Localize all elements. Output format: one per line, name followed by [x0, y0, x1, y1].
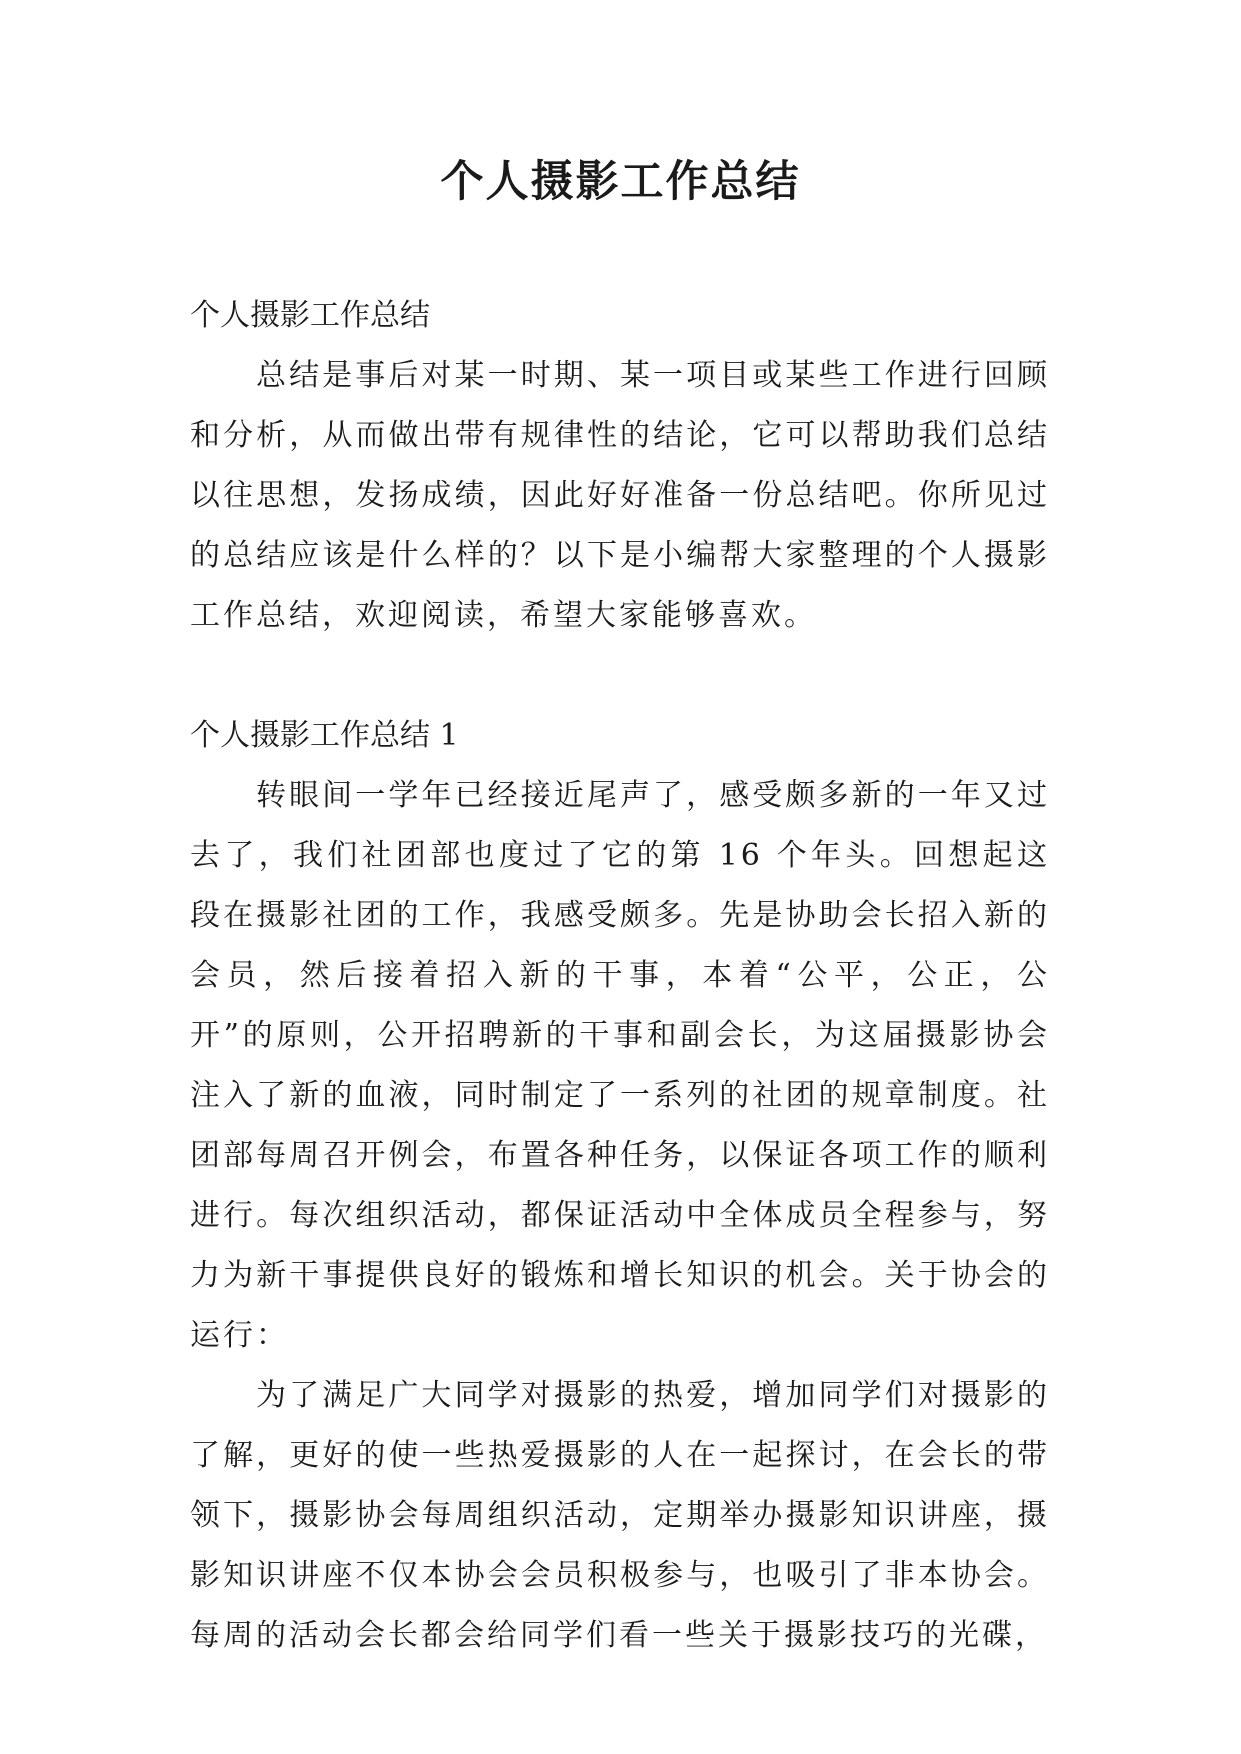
document-body	[190, 286, 1050, 1666]
intro-paragraph: 总结是事后对某一时期、某一项目或某些工作进行回顾和分析，从而做出带有规律性的结论，它可以帮助我们总结以往思想，发扬成绩，因此好好准备一份总结吧。你所见过的总结应该是什么样的？以下是小编帮大家整理的个人摄影工作总结，欢迎阅读，希望大家能够喜欢。	[190, 358, 1050, 633]
section1-paragraph-2: 为了满足广大同学对摄影的热爱，增加同学们对摄影的了解，更好的使一些热爱摄影的人在一起探讨，在会长的带领下，摄影协会每周组织活动，定期举办摄影知识讲座，摄影知识讲座不仅本协会会员积极参与，也吸引了非本协会。每周的活动会长都会给同学们看一些关于摄影技巧的光碟，	[190, 1378, 1050, 1653]
section1-heading: 个人摄影工作总结 1	[190, 718, 459, 753]
section-gap	[190, 646, 1050, 706]
section1-paragraph-1: 转眼间一学年已经接近尾声了，感受颇多新的一年又过去了，我们社团部也度过了它的第 16 个年头。回想起这段在摄影社团的工作，我感受颇多。先是协助会长招入新的会员，然后接着招入新的干事，本着“公平，公正，公开”的原则，公开招聘新的干事和副会长，为这届摄影协会注入了新的血液，同时制定了一系列的社团的规章制度。社团部每周召开例会，布置各种任务，以保证各项工作的顺利进行。每次组织活动，都保证活动中全体成员全程参与，努力为新干事提供良好的锻炼和增长知识的机会。关于协会的运行：	[190, 778, 1050, 1353]
document-title: 个人摄影工作总结	[440, 157, 801, 207]
intro-heading: 个人摄影工作总结	[190, 298, 430, 333]
